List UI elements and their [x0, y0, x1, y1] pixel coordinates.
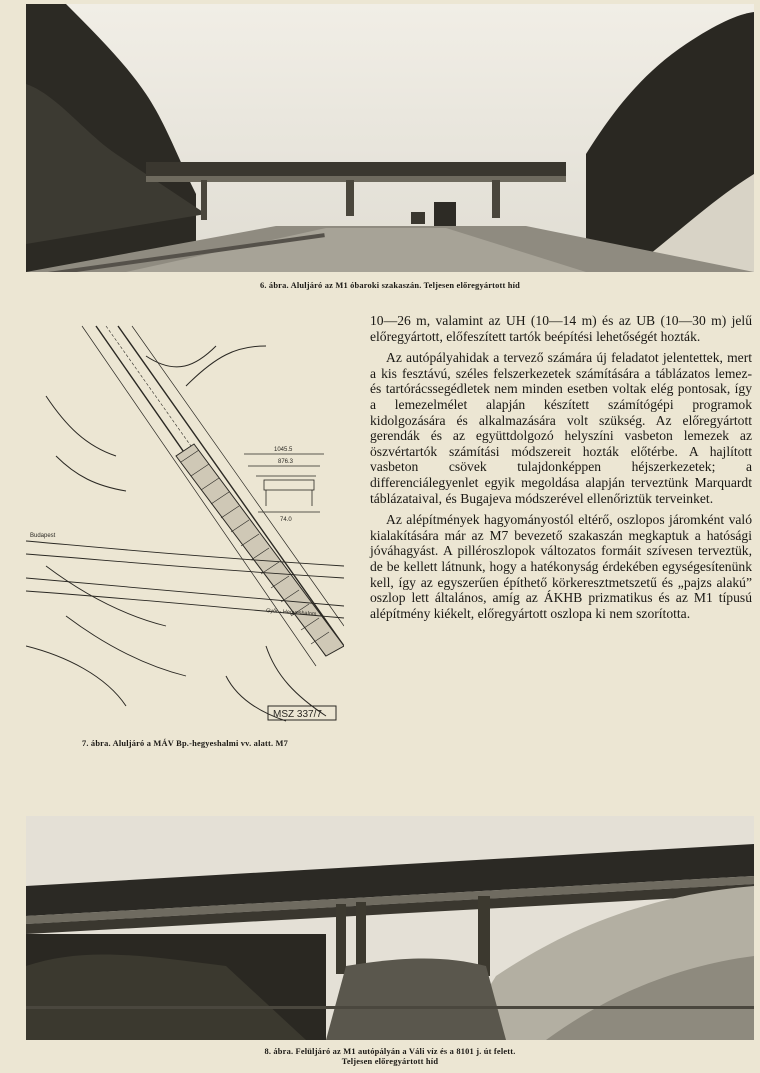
- dimension-bottom: 74.0: [280, 517, 292, 523]
- paragraph-3: Az alépítmények hagyományostól eltérő, oszlopos járomként való kialakítására már az M7 bevezető szakaszán megkaptuk a hatósági jóváhagyást. A pilléroszlopok változatos formáit szívesen terveztük, de be kellett látnunk, hogy a hatékonyság érdekében egységesítenünk kell, így az egyszerűen építhető körkeresztmetszetű és „pajzs alakú” oszlop lett általános, amíg az ÁKHB prizmatikus és az M1 típusú alépítmény kiékelt, előregyártott oszlopa ki nem szorította.: [370, 512, 752, 621]
- paragraph-2: Az autópályahidak a tervező számára új feladatot jelentettek, mert a kis fesztávú, széles felszerkezetek számítására a táblázatos lemez- és tartórácssegédletek nem minden esetben voltak elég pontosak, így a lemezelmélet alapján készített számítógépi programok kidolgozására és alkalmazására volt szükség. Az előregyártott gerendák és az együttdolgozó helyszíni vasbeton lemezek az öszvértartók számítási módszereit hozták előtérbe. A hajlított vasbeton csövek tulajdonképpen héjszerkezetek; a differenciálegyenlet egyik megoldása alapján terveztünk Marquardt táblázataival, és Bugajeva módszerével ellenőriztük terveinket.: [370, 350, 752, 506]
- drawing-stamp: MSZ 337/7: [273, 709, 322, 720]
- figure-7-diagram: [26, 316, 344, 734]
- figure-6-caption: 6. ábra. Aluljáró az M1 óbaroki szakaszán. Teljesen előregyártott híd: [259, 281, 521, 290]
- label-right: Győr - Hegyeshalom: [265, 608, 317, 618]
- figure-6-photo: [26, 4, 754, 272]
- dimension-mid: 876.3: [278, 459, 294, 465]
- figure-8-caption-line-2: Teljesen előregyártott híd: [341, 1057, 439, 1066]
- figure-8-caption-line-1: 8. ábra. Felüljáró az M1 autópályán a Váli víz és a 8101 j. út felett.: [264, 1047, 516, 1056]
- body-text: [370, 313, 752, 627]
- figure-8-photo: [26, 816, 754, 1040]
- paragraph-1: 10—26 m, valamint az UH (10—14 m) és az UB (10—30 m) jelű előregyártott, előfeszített tartók beépítési lehetőségét hozták.: [370, 313, 752, 344]
- figure-7-caption: 7. ábra. Aluljáró a MÁV Bp.-hegyeshalmi vv. alatt. M7: [81, 739, 289, 748]
- label-left: Budapest: [30, 533, 56, 539]
- dimension-top: 1045.5: [274, 447, 293, 453]
